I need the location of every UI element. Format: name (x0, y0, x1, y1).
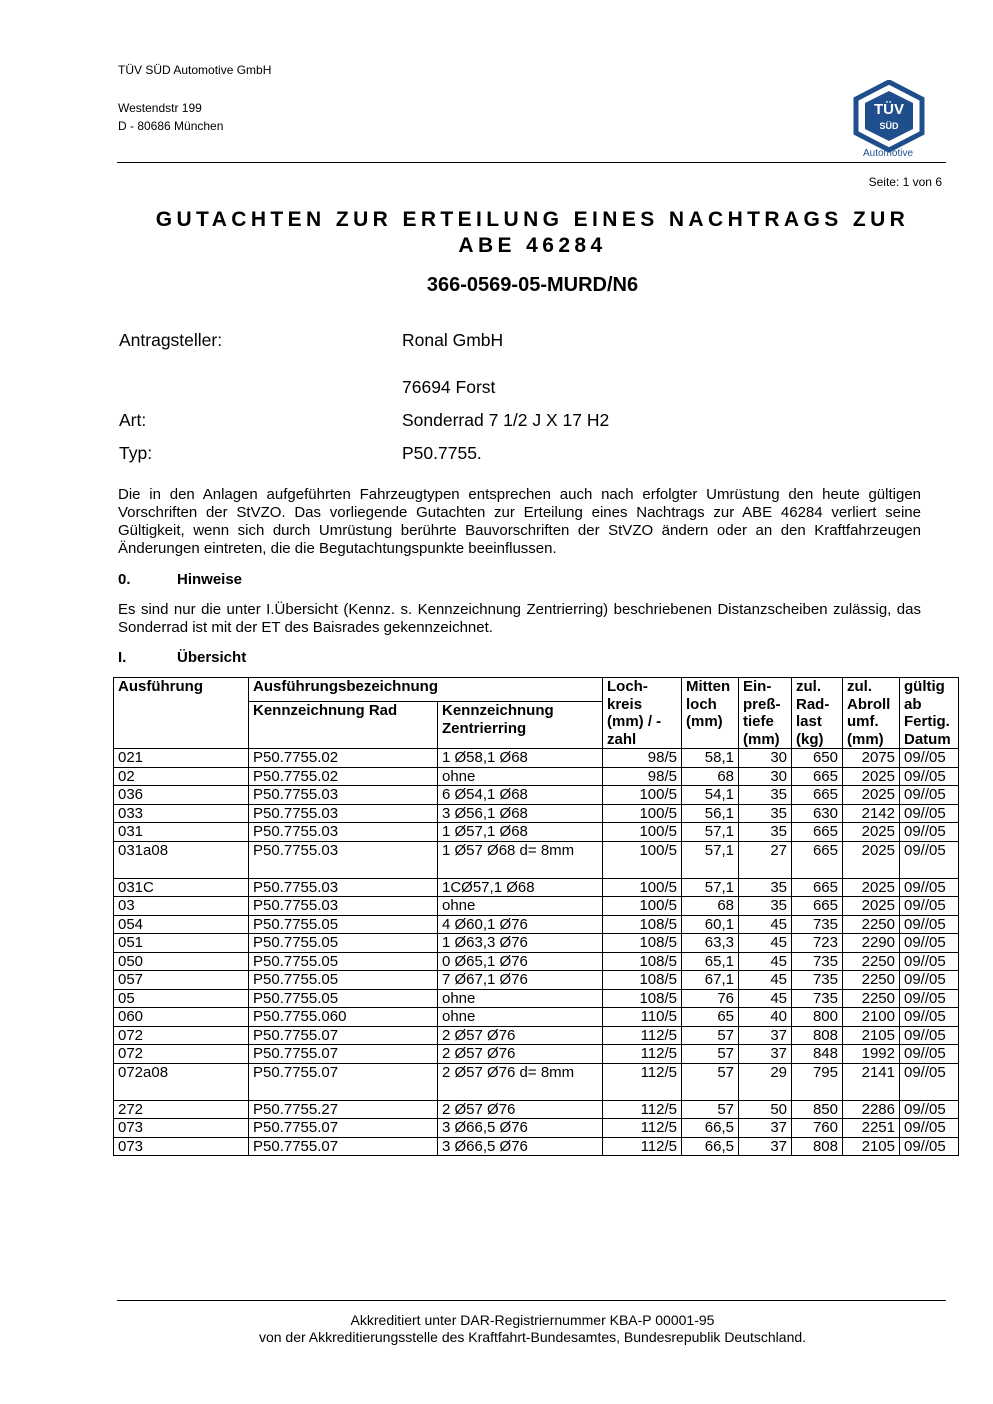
applicant-label: Antragsteller: (119, 330, 223, 350)
cell-ausfuehrung: 072 (114, 1026, 249, 1045)
cell-ausfuehrung: 072a08 (114, 1063, 249, 1100)
cell-radlast: 665 (792, 786, 843, 805)
cell-kennz-zentrierring: 2 Ø57 Ø76 (438, 1100, 603, 1119)
company-name: TÜV SÜD Automotive GmbH (118, 63, 272, 77)
header-gueltig: gültig ab Fertig. Datum (900, 678, 959, 749)
applicant-name: Ronal GmbH (402, 330, 504, 350)
cell-mittenloch: 63,3 (682, 934, 739, 953)
cell-lochkreis: 112/5 (603, 1063, 682, 1100)
cell-ausfuehrung: 031 (114, 823, 249, 842)
logo-text-top: TÜV (874, 101, 904, 118)
logo-caption: Automotive (862, 148, 914, 159)
header-lochkreis: Loch-kreis (mm) / -zahl (603, 678, 682, 749)
cell-einpresstiefe: 35 (739, 897, 792, 916)
cell-kennz-rad: P50.7755.05 (249, 934, 438, 953)
cell-kennz-rad: P50.7755.03 (249, 897, 438, 916)
cell-lochkreis: 100/5 (603, 804, 682, 823)
cell-lochkreis: 108/5 (603, 934, 682, 953)
cell-gueltig: 09//05 (900, 841, 959, 878)
cell-radlast: 735 (792, 971, 843, 990)
cell-radlast: 800 (792, 1008, 843, 1027)
cell-abrollumfang: 2250 (843, 989, 900, 1008)
cell-abrollumfang: 2141 (843, 1063, 900, 1100)
cell-kennz-rad: P50.7755.03 (249, 804, 438, 823)
cell-ausfuehrung: 033 (114, 804, 249, 823)
table-row (114, 767, 959, 786)
applicant-city: 76694 Forst (402, 377, 496, 397)
logo-text-bottom: SÜD (879, 121, 899, 131)
type-value: Sonderrad 7 1/2 J X 17 H2 (402, 410, 610, 430)
cell-ausfuehrung: 03 (114, 897, 249, 916)
cell-kennz-rad: P50.7755.05 (249, 915, 438, 934)
footer-line-2: von der Akkreditierungsstelle des Kraftfahrt-Bundesamtes, Bundesrepublik Deutschland. (258, 1329, 807, 1345)
cell-kennz-rad: P50.7755.05 (249, 989, 438, 1008)
cell-kennz-rad: P50.7755.27 (249, 1100, 438, 1119)
cell-gueltig: 09//05 (900, 878, 959, 897)
cell-kennz-zentrierring: 1CØ57,1 Ø68 (438, 878, 603, 897)
overview-table (113, 677, 959, 1156)
cell-einpresstiefe: 30 (739, 749, 792, 768)
table-row (114, 1026, 959, 1045)
table-row (114, 915, 959, 934)
cell-kennz-rad: P50.7755.07 (249, 1063, 438, 1100)
cell-kennz-zentrierring: ohne (438, 897, 603, 916)
cell-ausfuehrung: 02 (114, 767, 249, 786)
cell-lochkreis: 108/5 (603, 915, 682, 934)
cell-radlast: 808 (792, 1137, 843, 1156)
model-value: P50.7755. (402, 443, 482, 463)
cell-gueltig: 09//05 (900, 749, 959, 768)
cell-lochkreis: 110/5 (603, 1008, 682, 1027)
cell-radlast: 665 (792, 897, 843, 916)
cell-mittenloch: 65 (682, 1008, 739, 1027)
table-row (114, 841, 959, 878)
section-1-number: I. (118, 649, 127, 666)
company-street: Westendstr 199 (118, 101, 202, 115)
cell-ausfuehrung: 073 (114, 1137, 249, 1156)
cell-lochkreis: 112/5 (603, 1100, 682, 1119)
cell-mittenloch: 68 (682, 767, 739, 786)
cell-gueltig: 09//05 (900, 1100, 959, 1119)
header-ausfuehrung: Ausführung (114, 678, 249, 749)
cell-mittenloch: 67,1 (682, 971, 739, 990)
cell-mittenloch: 66,5 (682, 1137, 739, 1156)
cell-radlast: 665 (792, 767, 843, 786)
cell-einpresstiefe: 37 (739, 1026, 792, 1045)
cell-abrollumfang: 2251 (843, 1119, 900, 1138)
cell-kennz-rad: P50.7755.07 (249, 1026, 438, 1045)
cell-kennz-zentrierring: 6 Ø54,1 Ø68 (438, 786, 603, 805)
cell-ausfuehrung: 060 (114, 1008, 249, 1027)
table-row (114, 878, 959, 897)
cell-mittenloch: 57,1 (682, 878, 739, 897)
cell-abrollumfang: 2025 (843, 841, 900, 878)
cell-einpresstiefe: 45 (739, 971, 792, 990)
cell-gueltig: 09//05 (900, 952, 959, 971)
table-row (114, 971, 959, 990)
cell-einpresstiefe: 35 (739, 878, 792, 897)
cell-kennz-rad: P50.7755.05 (249, 952, 438, 971)
cell-kennz-zentrierring: 3 Ø66,5 Ø76 (438, 1137, 603, 1156)
cell-gueltig: 09//05 (900, 767, 959, 786)
cell-mittenloch: 54,1 (682, 786, 739, 805)
cell-kennz-rad: P50.7755.02 (249, 749, 438, 768)
cell-ausfuehrung: 072 (114, 1045, 249, 1064)
cell-kennz-zentrierring: 2 Ø57 Ø76 (438, 1045, 603, 1064)
cell-kennz-rad: P50.7755.07 (249, 1119, 438, 1138)
title-line-2: ABE 46284 (458, 234, 607, 257)
cell-mittenloch: 65,1 (682, 952, 739, 971)
table-row (114, 989, 959, 1008)
cell-abrollumfang: 2250 (843, 915, 900, 934)
table-row (114, 1063, 959, 1100)
intro-paragraph: Die in den Anlagen aufgeführten Fahrzeugtypen entsprechen auch nach erfolgter Umrüstung den heute gültigen Vorschriften der StVZO. Das vorliegende Gutachten zur Erteilung eines Nachtrags zur ABE 46284 verliert seine Gültigkeit, wenn sich durch Umrüstung berührte Bauvorschriften der StVZO ändern oder an den Kraftfahrzeugen Änderungen eintreten, die die Begutachtungspunkte beeinflussen. (118, 486, 921, 557)
cell-kennz-zentrierring: 1 Ø63,3 Ø76 (438, 934, 603, 953)
cell-kennz-zentrierring: ohne (438, 989, 603, 1008)
cell-mittenloch: 57,1 (682, 841, 739, 878)
cell-kennz-zentrierring: 1 Ø58,1 Ø68 (438, 749, 603, 768)
cell-gueltig: 09//05 (900, 1119, 959, 1138)
cell-einpresstiefe: 35 (739, 823, 792, 842)
section-1-title: Übersicht (177, 649, 247, 666)
cell-abrollumfang: 2025 (843, 786, 900, 805)
cell-radlast: 735 (792, 952, 843, 971)
table-row (114, 1119, 959, 1138)
cell-abrollumfang: 2105 (843, 1137, 900, 1156)
cell-kennz-zentrierring: 3 Ø66,5 Ø76 (438, 1119, 603, 1138)
cell-mittenloch: 76 (682, 989, 739, 1008)
cell-kennz-rad: P50.7755.07 (249, 1137, 438, 1156)
cell-kennz-zentrierring: 2 Ø57 Ø76 (438, 1026, 603, 1045)
table-row (114, 823, 959, 842)
table-row (114, 804, 959, 823)
cell-ausfuehrung: 054 (114, 915, 249, 934)
footer-line-1: Akkreditiert unter DAR-Registriernummer KBA-P 00001-95 (350, 1312, 715, 1328)
cell-mittenloch: 68 (682, 897, 739, 916)
header-abrollumfang: zul. Abroll umf. (mm) (843, 678, 900, 749)
cell-gueltig: 09//05 (900, 786, 959, 805)
cell-ausfuehrung: 073 (114, 1119, 249, 1138)
section-0-text: Es sind nur die unter I.Übersicht (Kennz. s. Kennzeichnung Zentrierring) beschriebenen Distanzscheiben zulässig, das Sonderrad ist mit der ET des Baisrades gekennzeichnet. (118, 601, 921, 636)
cell-abrollumfang: 2286 (843, 1100, 900, 1119)
document-title (120, 207, 945, 259)
cell-gueltig: 09//05 (900, 915, 959, 934)
cell-einpresstiefe: 35 (739, 786, 792, 805)
cell-lochkreis: 108/5 (603, 989, 682, 1008)
section-0-title: Hinweise (177, 571, 243, 588)
table-body (114, 749, 959, 1156)
table-row (114, 786, 959, 805)
page-info: Seite: 1 von 6 (868, 175, 942, 189)
cell-gueltig: 09//05 (900, 1045, 959, 1064)
cell-abrollumfang: 2075 (843, 749, 900, 768)
header-bezeichnung: Ausführungsbezeichnung (249, 678, 603, 702)
cell-abrollumfang: 2025 (843, 878, 900, 897)
cell-lochkreis: 100/5 (603, 823, 682, 842)
cell-ausfuehrung: 057 (114, 971, 249, 990)
cell-radlast: 850 (792, 1100, 843, 1119)
cell-mittenloch: 66,5 (682, 1119, 739, 1138)
cell-kennz-zentrierring: 1 Ø57 Ø68 d= 8mm (438, 841, 603, 878)
cell-radlast: 650 (792, 749, 843, 768)
cell-abrollumfang: 2025 (843, 897, 900, 916)
cell-lochkreis: 100/5 (603, 897, 682, 916)
cell-abrollumfang: 2250 (843, 971, 900, 990)
cell-abrollumfang: 2100 (843, 1008, 900, 1027)
cell-kennz-zentrierring: ohne (438, 1008, 603, 1027)
table-row (114, 1137, 959, 1156)
cell-lochkreis: 112/5 (603, 1045, 682, 1064)
cell-lochkreis: 112/5 (603, 1119, 682, 1138)
cell-abrollumfang: 1992 (843, 1045, 900, 1064)
cell-einpresstiefe: 37 (739, 1045, 792, 1064)
cell-kennz-rad: P50.7755.03 (249, 841, 438, 878)
cell-kennz-rad: P50.7755.03 (249, 823, 438, 842)
header-radlast: zul. Rad-last (kg) (792, 678, 843, 749)
cell-einpresstiefe: 27 (739, 841, 792, 878)
cell-kennz-zentrierring: 7 Ø67,1 Ø76 (438, 971, 603, 990)
cell-kennz-zentrierring: 3 Ø56,1 Ø68 (438, 804, 603, 823)
cell-kennz-rad: P50.7755.05 (249, 971, 438, 990)
cell-gueltig: 09//05 (900, 934, 959, 953)
header-divider (117, 162, 946, 163)
cell-gueltig: 09//05 (900, 804, 959, 823)
cell-einpresstiefe: 35 (739, 804, 792, 823)
cell-ausfuehrung: 021 (114, 749, 249, 768)
cell-lochkreis: 100/5 (603, 786, 682, 805)
cell-lochkreis: 108/5 (603, 952, 682, 971)
cell-kennz-zentrierring: 2 Ø57 Ø76 d= 8mm (438, 1063, 603, 1100)
cell-radlast: 808 (792, 1026, 843, 1045)
cell-abrollumfang: 2105 (843, 1026, 900, 1045)
cell-gueltig: 09//05 (900, 989, 959, 1008)
cell-kennz-zentrierring: ohne (438, 767, 603, 786)
cell-lochkreis: 112/5 (603, 1026, 682, 1045)
table-row (114, 749, 959, 768)
header-kennz-zentrierring: Kennzeichnung Zentrierring (438, 702, 603, 749)
cell-einpresstiefe: 45 (739, 915, 792, 934)
cell-abrollumfang: 2025 (843, 823, 900, 842)
header-einpresstiefe: Ein-preß-tiefe (mm) (739, 678, 792, 749)
cell-radlast: 665 (792, 878, 843, 897)
cell-lochkreis: 108/5 (603, 971, 682, 990)
cell-ausfuehrung: 031a08 (114, 841, 249, 878)
cell-radlast: 735 (792, 989, 843, 1008)
cell-kennz-rad: P50.7755.03 (249, 786, 438, 805)
title-line-1: GUTACHTEN ZUR ERTEILUNG EINES NACHTRAGS ZUR (155, 208, 910, 231)
cell-ausfuehrung: 050 (114, 952, 249, 971)
cell-einpresstiefe: 50 (739, 1100, 792, 1119)
cell-gueltig: 09//05 (900, 1063, 959, 1100)
cell-mittenloch: 57 (682, 1100, 739, 1119)
cell-kennz-rad: P50.7755.07 (249, 1045, 438, 1064)
cell-mittenloch: 57,1 (682, 823, 739, 842)
cell-einpresstiefe: 29 (739, 1063, 792, 1100)
model-label: Typ: (119, 443, 153, 463)
cell-gueltig: 09//05 (900, 1137, 959, 1156)
document-number: 366-0569-05-MURD/N6 (426, 274, 639, 296)
cell-radlast: 630 (792, 804, 843, 823)
cell-ausfuehrung: 272 (114, 1100, 249, 1119)
cell-lochkreis: 98/5 (603, 767, 682, 786)
table-row (114, 934, 959, 953)
cell-gueltig: 09//05 (900, 823, 959, 842)
cell-ausfuehrung: 036 (114, 786, 249, 805)
header-mittenloch: Mitten loch (mm) (682, 678, 739, 749)
header-kennz-rad: Kennzeichnung Rad (249, 702, 438, 749)
cell-kennz-zentrierring: 4 Ø60,1 Ø76 (438, 915, 603, 934)
cell-lochkreis: 98/5 (603, 749, 682, 768)
cell-einpresstiefe: 30 (739, 767, 792, 786)
cell-einpresstiefe: 40 (739, 1008, 792, 1027)
table-row (114, 1008, 959, 1027)
cell-lochkreis: 112/5 (603, 1137, 682, 1156)
section-0-number: 0. (118, 571, 131, 588)
cell-gueltig: 09//05 (900, 1026, 959, 1045)
table-row (114, 1045, 959, 1064)
cell-radlast: 848 (792, 1045, 843, 1064)
cell-mittenloch: 57 (682, 1026, 739, 1045)
cell-radlast: 795 (792, 1063, 843, 1100)
type-label: Art: (119, 410, 147, 430)
cell-ausfuehrung: 031C (114, 878, 249, 897)
cell-kennz-rad: P50.7755.03 (249, 878, 438, 897)
cell-mittenloch: 60,1 (682, 915, 739, 934)
cell-ausfuehrung: 051 (114, 934, 249, 953)
cell-radlast: 735 (792, 915, 843, 934)
cell-gueltig: 09//05 (900, 1008, 959, 1027)
footer-divider (117, 1300, 946, 1301)
table-row (114, 897, 959, 916)
cell-mittenloch: 57 (682, 1063, 739, 1100)
cell-abrollumfang: 2025 (843, 767, 900, 786)
cell-mittenloch: 58,1 (682, 749, 739, 768)
table-row (114, 1100, 959, 1119)
cell-einpresstiefe: 45 (739, 989, 792, 1008)
cell-mittenloch: 56,1 (682, 804, 739, 823)
cell-lochkreis: 100/5 (603, 841, 682, 878)
cell-kennz-zentrierring: 1 Ø57,1 Ø68 (438, 823, 603, 842)
cell-abrollumfang: 2142 (843, 804, 900, 823)
cell-abrollumfang: 2290 (843, 934, 900, 953)
cell-kennz-rad: P50.7755.060 (249, 1008, 438, 1027)
table-row (114, 952, 959, 971)
cell-lochkreis: 100/5 (603, 878, 682, 897)
cell-gueltig: 09//05 (900, 897, 959, 916)
cell-abrollumfang: 2250 (843, 952, 900, 971)
cell-ausfuehrung: 05 (114, 989, 249, 1008)
cell-radlast: 760 (792, 1119, 843, 1138)
cell-einpresstiefe: 45 (739, 934, 792, 953)
cell-radlast: 723 (792, 934, 843, 953)
cell-kennz-zentrierring: 0 Ø65,1 Ø76 (438, 952, 603, 971)
company-city: D - 80686 München (118, 119, 224, 133)
cell-radlast: 665 (792, 823, 843, 842)
cell-einpresstiefe: 37 (739, 1119, 792, 1138)
cell-radlast: 665 (792, 841, 843, 878)
cell-einpresstiefe: 45 (739, 952, 792, 971)
cell-einpresstiefe: 37 (739, 1137, 792, 1156)
cell-mittenloch: 57 (682, 1045, 739, 1064)
cell-gueltig: 09//05 (900, 971, 959, 990)
cell-kennz-rad: P50.7755.02 (249, 767, 438, 786)
